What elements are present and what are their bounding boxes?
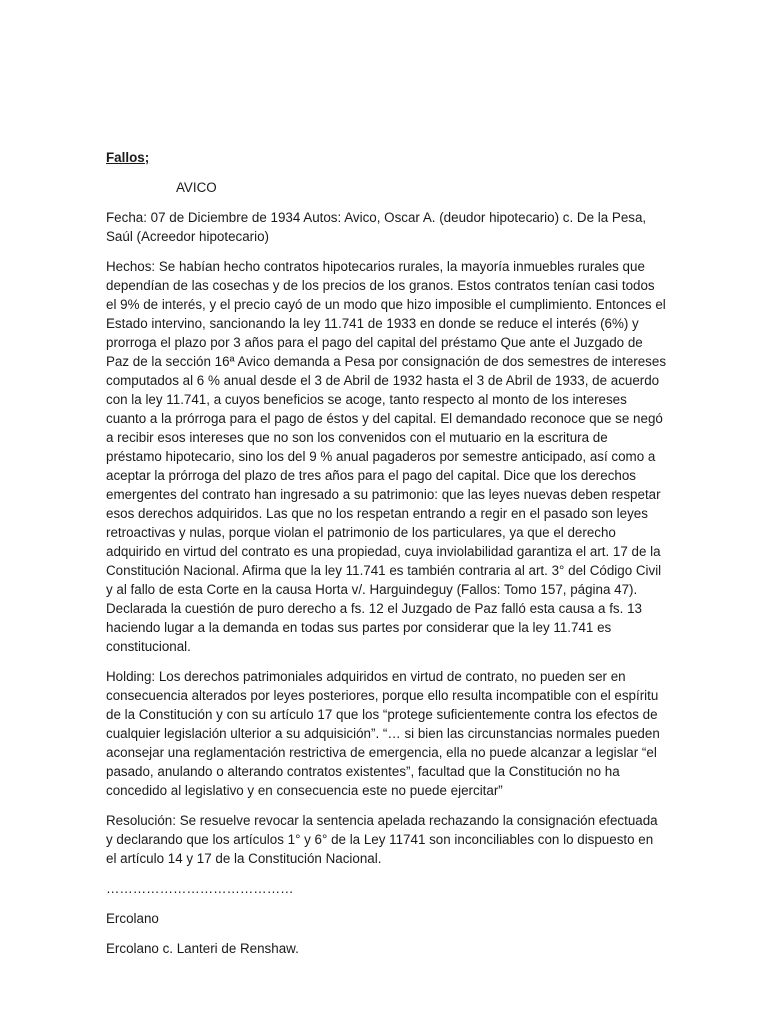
- paragraph-resolucion: Resolución: Se resuelve revocar la sentencia apelada rechazando la consignación efectuada y declarando que los artículos 1° y 6° de la Ley 11741 son inconciliables con lo dispuesto en el artículo 14 y 17 de la Constitución Nacional.: [106, 813, 658, 866]
- next-case-autos: Ercolano c. Lanteri de Renshaw.: [106, 941, 299, 956]
- paragraph-hechos: Hechos: Se habían hecho contratos hipotecarios rurales, la mayoría inmuebles rurales que dependían de las cosechas y de los precios de los granos. Estos contratos tenían casi todos el 9% de interés, y el precio cayó de un modo que hizo imposible el cumplimiento. Entonces el Estado intervino, sancionando la ley 11.741 de 1933 en donde se reduce el interés (6%) y prorroga el plazo por 3 años para el pago del capital del préstamo Que ante el Juzgado de Paz de la sección 16ª Avico demanda a Pesa por consignación de dos semestres de intereses computados al 6 % anual desde el 3 de Abril de 1932 hasta el 3 de Abril de 1933, de acuerdo con la ley 11.741, a cuyos beneficios se acoge, tanto respecto al monto de los intereses cuanto a la prórroga para el pago de éstos y del capital. El demandado reconoce que se negó a recibir esos intereses que no son los convenidos con el mutuario en la escritura de préstamo hipotecario, sino los del 9 % anual pagaderos por semestre anticipado, así como a aceptar la prórroga del plazo de tres años para el pago del capital. Dice que los derechos emergentes del contrato han ingresado a su patrimonio: que las leyes nuevas deben respetar esos derechos adquiridos. Las que no los respetan entrando a regir en el pasado son leyes retroactivas y nulas, porque violan el patrimonio de los particulares, ya que el derecho adquirido en virtud del contrato es una propiedad, cuya inviolabilidad garantiza el art. 17 de la Constitución Nacional. Afirma que la ley 11.741 es también contraria al art. 3° del Código Civil y al fallo de esta Corte en la causa Horta v/. Harguindeguy (Fallos: Tomo 157, página 47). Declarada la cuestión de puro derecho a fs. 12 el Juzgado de Paz falló esta causa a fs. 13 haciendo lugar a la demanda en todas sus partes por considerar que la ley 11.741 es constitucional.: [106, 259, 667, 654]
- paragraph-fecha: Fecha: 07 de Diciembre de 1934 Autos: Avico, Oscar A. (deudor hipotecario) c. De la Pesa, Saúl (Acreedor hipotecario): [106, 210, 647, 244]
- dotted-separator: ……………………………………: [106, 881, 294, 896]
- document-page: [106, 148, 666, 969]
- paragraph-holding: Holding: Los derechos patrimoniales adquiridos en virtud de contrato, no pueden ser en consecuencia alterados por leyes posteriores, porque ello resulta incompatible con el espíritu de la Constitución y con su artículo 17 que los “protege suficientemente contra los efectos de cualquier legislación ulterior a su adquisición”. “… si bien las circunstancias normales pueden aconsejar una reglamentación restrictiva de emergencia, ella no puede alcanzar a legislar “el pasado, anulando o alterando contratos existentes”, facultad que la Constitución no ha concedido al legislativo y en consecuencia este no puede ejercitar”: [106, 669, 660, 798]
- section-heading: Fallos;: [106, 150, 150, 165]
- next-case-title: Ercolano: [106, 911, 159, 926]
- case-title: AVICO: [176, 180, 217, 195]
